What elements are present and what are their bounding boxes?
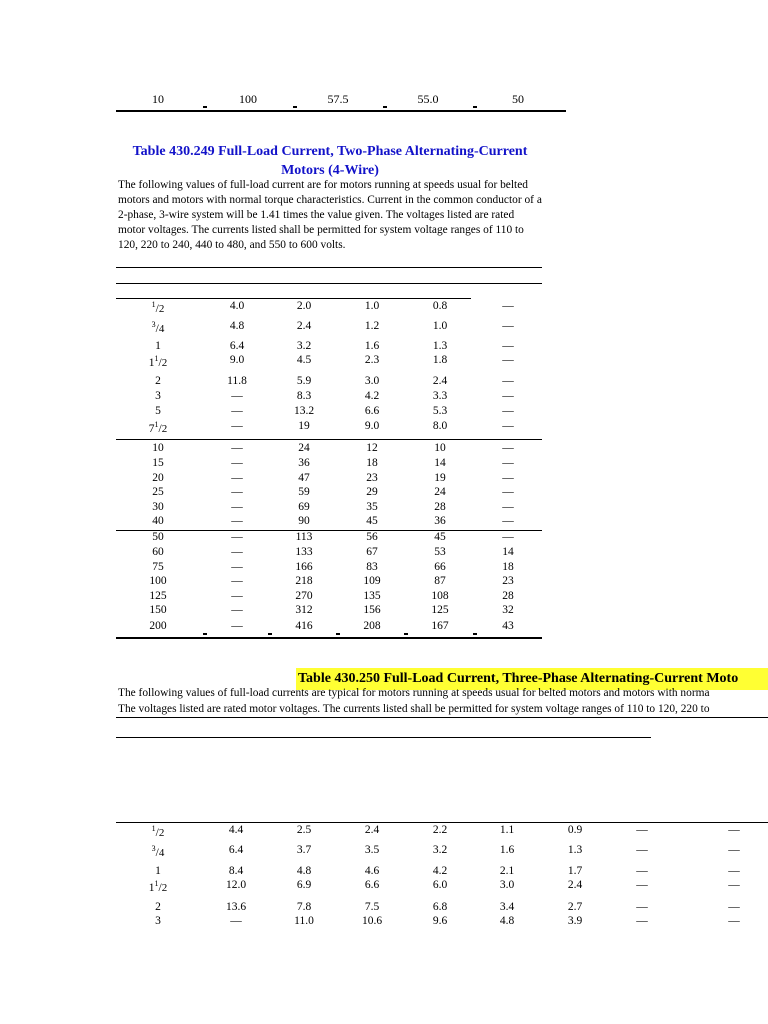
hp-cell: $^1$/2	[151, 300, 165, 315]
current-cell: 125	[431, 604, 449, 616]
current-cell: —	[502, 501, 514, 513]
current-cell: —	[231, 442, 243, 454]
table-430-250-title: Table 430.250 Full-Load Current, Three-Phase Alternating-Current Moto	[296, 668, 768, 690]
current-cell: —	[502, 486, 514, 498]
hp-cell: 2	[155, 901, 161, 913]
current-cell: —	[502, 531, 514, 543]
current-cell: —	[728, 865, 740, 877]
current-cell: 67	[366, 546, 378, 558]
table-rule-top	[116, 267, 542, 268]
top-row-cell: 55.0	[417, 92, 439, 106]
current-cell: —	[231, 405, 243, 417]
current-cell: 36	[298, 457, 310, 469]
current-cell: 66	[434, 561, 446, 573]
current-cell: 11.0	[294, 915, 314, 927]
table-rule-tick	[473, 633, 477, 635]
current-cell: —	[502, 515, 514, 527]
current-cell: 4.8	[229, 320, 245, 332]
current-cell: 28	[502, 590, 514, 602]
top-row-cell: 50	[512, 92, 524, 106]
current-cell: 24	[298, 442, 310, 454]
current-cell: 6.4	[228, 844, 244, 856]
current-cell: 23	[366, 472, 378, 484]
table-430-249-title: Table 430.249 Full-Load Current, Two-Phase Alternating-Current Motors (4-Wire)	[132, 144, 528, 178]
current-cell: —	[728, 824, 740, 836]
current-cell: —	[231, 390, 243, 402]
current-cell: 2.4	[364, 824, 380, 836]
current-cell: 1.7	[567, 865, 583, 877]
hp-cell: $^3$/4	[151, 320, 165, 335]
current-cell: 6.6	[364, 405, 380, 417]
current-cell: 87	[434, 575, 446, 587]
current-cell: —	[502, 457, 514, 469]
hp-cell: 200	[149, 620, 167, 632]
current-cell: —	[231, 486, 243, 498]
current-cell: 24	[434, 486, 446, 498]
current-cell: 108	[431, 590, 449, 602]
current-cell: —	[502, 390, 514, 402]
hp-cell: $1^1/2$	[148, 879, 168, 894]
current-cell: 8.4	[228, 865, 244, 877]
current-cell: 2.4	[432, 375, 448, 387]
hp-cell: 10	[152, 442, 164, 454]
current-cell: 4.5	[296, 354, 312, 366]
current-cell: —	[636, 865, 648, 877]
current-cell: 6.6	[364, 879, 380, 891]
current-cell: 8.0	[432, 420, 448, 432]
current-cell: 2.4	[296, 320, 312, 332]
current-cell: —	[231, 590, 243, 602]
current-cell: 109	[363, 575, 381, 587]
current-cell: —	[231, 501, 243, 513]
current-cell: 4.2	[364, 390, 380, 402]
top-row-rule-tick	[203, 106, 207, 108]
current-cell: 2.2	[432, 824, 448, 836]
current-cell: 156	[363, 604, 381, 616]
table-rule-header-mid	[116, 283, 542, 284]
table-rule-group2	[116, 530, 542, 531]
current-cell: 3.0	[364, 375, 380, 387]
current-cell: —	[502, 420, 514, 432]
current-cell: 135	[363, 590, 381, 602]
current-cell: 19	[434, 472, 446, 484]
current-cell: 3.2	[432, 844, 448, 856]
current-cell: 3.5	[364, 844, 380, 856]
current-cell: 11.8	[227, 375, 247, 387]
current-cell: 4.0	[229, 300, 245, 312]
current-cell: 12.0	[225, 879, 247, 891]
current-cell: —	[231, 546, 243, 558]
top-row-cell: 10	[152, 92, 164, 106]
current-cell: 9.0	[364, 420, 380, 432]
current-cell: 9.6	[432, 915, 448, 927]
current-cell: 2.5	[296, 824, 312, 836]
current-cell: 45	[366, 515, 378, 527]
current-cell: 167	[431, 620, 449, 632]
current-cell: 4.6	[364, 865, 380, 877]
current-cell: —	[728, 844, 740, 856]
table-rule-group1	[116, 439, 542, 440]
hp-cell: 40	[152, 515, 164, 527]
current-cell: 43	[502, 620, 514, 632]
hp-cell: 60	[152, 546, 164, 558]
table-rule-top	[116, 717, 768, 718]
current-cell: 36	[434, 515, 446, 527]
current-cell: —	[636, 915, 648, 927]
current-cell: —	[231, 561, 243, 573]
current-cell: 90	[298, 515, 310, 527]
current-cell: —	[728, 915, 740, 927]
current-cell: —	[502, 472, 514, 484]
top-row-rule-tick	[383, 106, 387, 108]
current-cell: 2.3	[364, 354, 380, 366]
table-rule-header-bottom	[116, 822, 768, 823]
current-cell: 270	[295, 590, 313, 602]
current-cell: 14	[434, 457, 446, 469]
current-cell: 2.0	[296, 300, 312, 312]
current-cell: 3.3	[432, 390, 448, 402]
current-cell: 45	[434, 531, 446, 543]
current-cell: 3.4	[499, 901, 515, 913]
hp-cell: $7^1/2$	[148, 420, 168, 435]
current-cell: 133	[295, 546, 313, 558]
table-rule-tick	[404, 633, 408, 635]
top-row-rule-tick	[293, 106, 297, 108]
current-cell: 10.6	[361, 915, 383, 927]
current-cell: —	[231, 620, 243, 632]
current-cell: 6.4	[229, 340, 245, 352]
current-cell: 166	[295, 561, 313, 573]
top-row-cell: 100	[239, 92, 257, 106]
current-cell: —	[502, 340, 514, 352]
current-cell: 5.9	[296, 375, 312, 387]
current-cell: 9.0	[229, 354, 245, 366]
hp-cell: 1	[155, 340, 161, 352]
current-cell: 56	[366, 531, 378, 543]
hp-cell: 3	[155, 915, 161, 927]
table-rule-tick	[336, 633, 340, 635]
table-rule-tick	[268, 633, 272, 635]
current-cell: —	[728, 879, 740, 891]
current-cell: —	[502, 442, 514, 454]
current-cell: 83	[366, 561, 378, 573]
current-cell: 1.1	[499, 824, 515, 836]
current-cell: 18	[502, 561, 514, 573]
current-cell: 4.8	[499, 915, 515, 927]
current-cell: 47	[298, 472, 310, 484]
current-cell: —	[502, 375, 514, 387]
current-cell: 6.9	[296, 879, 312, 891]
hp-cell: 25	[152, 486, 164, 498]
current-cell: 312	[295, 604, 313, 616]
current-cell: 13.6	[225, 901, 247, 913]
current-cell: 69	[298, 501, 310, 513]
current-cell: —	[231, 575, 243, 587]
current-cell: 0.8	[432, 300, 448, 312]
current-cell: —	[231, 457, 243, 469]
current-cell: 53	[434, 546, 446, 558]
current-cell: 12	[366, 442, 378, 454]
current-cell: —	[636, 844, 648, 856]
current-cell: 1.2	[364, 320, 380, 332]
current-cell: 3.2	[296, 340, 312, 352]
current-cell: 3.7	[296, 844, 312, 856]
current-cell: —	[231, 472, 243, 484]
table-rule-header-bottom	[116, 298, 471, 299]
hp-cell: $^1$/2	[151, 824, 165, 839]
current-cell: —	[502, 300, 514, 312]
current-cell: 3.0	[499, 879, 515, 891]
hp-cell: $1^1/2$	[148, 354, 168, 369]
hp-cell: 30	[152, 501, 164, 513]
top-row-cell: 57.5	[327, 92, 349, 106]
hp-cell: 75	[152, 561, 164, 573]
table-430-249-description: The following values of full-load current are for motors running at speeds usual for belted motors and motors with normal torque characteristics. Current in the common conductor of a 2-phase, 3-wire system will be 1.41 times the value given. The voltages listed are rated motor voltages. The currents listed shall be permitted for system voltage ranges of 110 to 120, 220 to 240, 440 to 480, and 550 to 600 volts.	[118, 179, 542, 251]
current-cell: —	[231, 531, 243, 543]
current-cell: —	[502, 354, 514, 366]
current-cell: 5.3	[432, 405, 448, 417]
current-cell: 19	[298, 420, 310, 432]
hp-cell: 20	[152, 472, 164, 484]
current-cell: 1.3	[432, 340, 448, 352]
current-cell: 29	[366, 486, 378, 498]
hp-cell: 1	[155, 865, 161, 877]
hp-cell: 100	[149, 575, 167, 587]
current-cell: 1.0	[364, 300, 380, 312]
current-cell: 416	[295, 620, 313, 632]
current-cell: —	[636, 901, 648, 913]
current-cell: 23	[502, 575, 514, 587]
current-cell: —	[728, 901, 740, 913]
current-cell: 8.3	[296, 390, 312, 402]
current-cell: —	[636, 879, 648, 891]
hp-cell: 125	[149, 590, 167, 602]
hp-cell: 3	[155, 390, 161, 402]
current-cell: 1.6	[364, 340, 380, 352]
hp-cell: 150	[149, 604, 167, 616]
current-cell: —	[230, 915, 242, 927]
table-430-250-description-line2: The voltages listed are rated motor voltages. The currents listed shall be permitted for system voltage ranges of 110 to 120, 220 to	[118, 703, 710, 715]
current-cell: —	[231, 420, 243, 432]
current-cell: —	[502, 320, 514, 332]
current-cell: —	[231, 515, 243, 527]
current-cell: 7.8	[296, 901, 312, 913]
current-cell: —	[231, 604, 243, 616]
current-cell: —	[636, 824, 648, 836]
current-cell: —	[502, 405, 514, 417]
current-cell: 28	[434, 501, 446, 513]
current-cell: 14	[502, 546, 514, 558]
current-cell: 18	[366, 457, 378, 469]
table-430-250-description-line1: The following values of full-load currents are typical for motors running at speeds usual for belted motors and motors with norma	[118, 687, 710, 699]
current-cell: 1.6	[499, 844, 515, 856]
current-cell: 35	[366, 501, 378, 513]
table-rule-header-mid	[116, 737, 651, 738]
current-cell: 4.8	[296, 865, 312, 877]
table-rule-tick	[203, 633, 207, 635]
current-cell: 1.0	[432, 320, 448, 332]
current-cell: 59	[298, 486, 310, 498]
current-cell: 7.5	[364, 901, 380, 913]
current-cell: 0.9	[567, 824, 583, 836]
hp-cell: 2	[155, 375, 161, 387]
current-cell: 2.4	[567, 879, 583, 891]
current-cell: 3.9	[567, 915, 583, 927]
table-rule-bottom	[116, 637, 542, 639]
current-cell: 6.0	[432, 879, 448, 891]
current-cell: 32	[502, 604, 514, 616]
hp-cell: 50	[152, 531, 164, 543]
hp-cell: 5	[155, 405, 161, 417]
current-cell: 6.8	[432, 901, 448, 913]
current-cell: 113	[295, 531, 313, 543]
current-cell: 2.1	[499, 865, 515, 877]
hp-cell: $^3$/4	[151, 844, 165, 859]
current-cell: 218	[295, 575, 313, 587]
current-cell: 13.2	[293, 405, 315, 417]
current-cell: 2.7	[567, 901, 583, 913]
current-cell: 1.3	[567, 844, 583, 856]
top-row-rule	[116, 110, 566, 112]
top-row-rule-tick	[473, 106, 477, 108]
current-cell: 208	[363, 620, 381, 632]
hp-cell: 15	[152, 457, 164, 469]
current-cell: 4.2	[432, 865, 448, 877]
current-cell: 10	[434, 442, 446, 454]
current-cell: 1.8	[432, 354, 448, 366]
current-cell: 4.4	[228, 824, 244, 836]
